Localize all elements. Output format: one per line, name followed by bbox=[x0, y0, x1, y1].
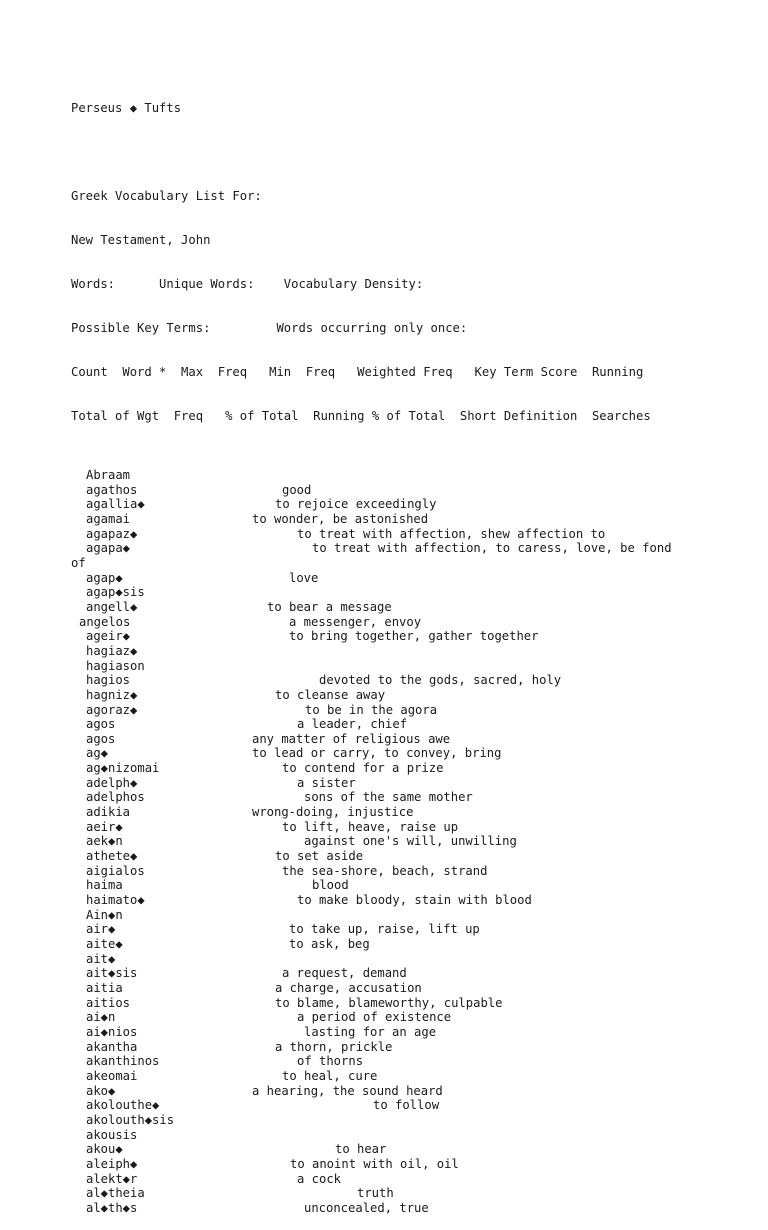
column-headers-1: Count Word * Max Freq Min Freq Weighted Freq Key Term Score Running bbox=[71, 365, 644, 380]
site-header: Perseus ◆ Tufts bbox=[71, 101, 182, 116]
vocabulary-document bbox=[71, 72, 761, 1230]
vocab-entry bbox=[71, 996, 761, 1011]
vocab-definition: to follow bbox=[373, 1098, 440, 1113]
vocab-definition: lasting for an age bbox=[304, 1024, 437, 1039]
vocab-word: ageir◆ bbox=[86, 629, 131, 644]
vocab-word: ako◆ bbox=[86, 1083, 116, 1098]
vocab-word: aite◆ bbox=[86, 937, 123, 952]
vocab-definition: to take up, raise, lift up bbox=[289, 922, 480, 937]
vocab-definition: the sea-shore, beach, strand bbox=[282, 863, 488, 878]
column-headers-2: Total of Wgt Freq % of Total Running % of Total Short Definition Searches bbox=[71, 409, 651, 424]
vocab-word: aitios bbox=[86, 995, 131, 1010]
vocab-entry bbox=[71, 864, 761, 879]
vocab-definition: a messenger, envoy bbox=[289, 614, 422, 629]
vocab-definition: to make bloody, stain with blood bbox=[297, 893, 532, 908]
vocab-entry bbox=[71, 746, 761, 761]
vocab-entry bbox=[71, 1025, 761, 1040]
vocab-definition: unconcealed, true bbox=[304, 1200, 429, 1215]
vocab-word: akolouthe◆ bbox=[86, 1098, 160, 1113]
vocab-word: angelos bbox=[79, 614, 131, 629]
vocab-entry bbox=[71, 717, 761, 732]
vocab-entry bbox=[71, 937, 761, 952]
vocab-definition: to blame, blameworthy, culpable bbox=[275, 995, 503, 1010]
vocab-entry bbox=[71, 644, 761, 659]
vocab-definition: to treat with affection, shew affection to bbox=[297, 526, 606, 541]
vocab-word: hagios bbox=[86, 673, 131, 688]
vocab-entry bbox=[71, 600, 761, 615]
vocab-entry bbox=[71, 966, 761, 981]
vocab-word: agathos bbox=[86, 482, 138, 497]
stats-line: Words: Unique Words: Vocabulary Density: bbox=[71, 277, 424, 292]
vocab-word: adikia bbox=[86, 805, 131, 820]
vocab-word: ag◆ bbox=[86, 746, 109, 761]
vocab-word: hagiason bbox=[86, 658, 145, 673]
vocab-entry bbox=[71, 497, 761, 512]
vocab-definition: to bear a message bbox=[267, 599, 392, 614]
vocab-word: angell◆ bbox=[86, 599, 138, 614]
vocab-definition: a request, demand bbox=[282, 966, 407, 981]
vocab-word: agap◆ bbox=[86, 570, 123, 585]
vocab-entry bbox=[71, 629, 761, 644]
vocab-entry bbox=[71, 527, 761, 542]
vocab-word: aitia bbox=[86, 980, 123, 995]
vocab-word: ait◆ bbox=[86, 951, 116, 966]
vocab-entry bbox=[71, 908, 761, 923]
vocab-definition: to cleanse away bbox=[275, 687, 386, 702]
vocab-entry bbox=[71, 1040, 761, 1055]
vocab-entry bbox=[71, 893, 761, 908]
vocab-entry bbox=[71, 1201, 761, 1216]
vocab-definition: to set aside bbox=[275, 849, 364, 864]
vocab-entry bbox=[71, 483, 761, 498]
vocab-definition: a thorn, prickle bbox=[275, 1039, 393, 1054]
vocab-definition: a hearing, the sound heard bbox=[252, 1083, 443, 1098]
vocab-entry bbox=[71, 659, 761, 674]
definition-wrap-line: of bbox=[71, 555, 86, 570]
vocab-entry bbox=[71, 776, 761, 791]
vocab-word: adelphos bbox=[86, 790, 145, 805]
vocab-word: ait◆sis bbox=[86, 966, 138, 981]
vocab-word: alekt◆r bbox=[86, 1171, 138, 1186]
vocab-definition: good bbox=[282, 482, 312, 497]
vocab-entry bbox=[71, 512, 761, 527]
vocab-entry bbox=[71, 1113, 761, 1128]
vocab-entry bbox=[71, 805, 761, 820]
vocab-word: agoraz◆ bbox=[86, 702, 138, 717]
vocab-word: akantha bbox=[86, 1039, 138, 1054]
vocab-definition: a sister bbox=[297, 775, 356, 790]
vocab-entry bbox=[71, 1069, 761, 1084]
vocab-definition: a period of existence bbox=[297, 1010, 452, 1025]
vocab-definition: sons of the same mother bbox=[304, 790, 473, 805]
vocab-word: ag◆nizomai bbox=[86, 761, 160, 776]
vocab-definition: truth bbox=[357, 1186, 394, 1201]
vocab-entry bbox=[71, 1084, 761, 1099]
vocab-entry bbox=[71, 1054, 761, 1069]
vocab-word: agapa◆ bbox=[86, 541, 131, 556]
vocab-definition: any matter of religious awe bbox=[252, 731, 451, 746]
vocab-word: aleiph◆ bbox=[86, 1156, 138, 1171]
vocab-entry bbox=[71, 571, 761, 586]
vocab-word: agamai bbox=[86, 511, 131, 526]
vocab-word: al◆th◆s bbox=[86, 1200, 138, 1215]
vocab-definition: of thorns bbox=[297, 1054, 364, 1069]
vocab-word: agos bbox=[86, 731, 116, 746]
vocab-word: ai◆nios bbox=[86, 1024, 138, 1039]
vocab-word: athete◆ bbox=[86, 849, 138, 864]
vocab-entry bbox=[71, 820, 761, 835]
vocab-definition: blood bbox=[312, 878, 349, 893]
vocab-entry bbox=[71, 849, 761, 864]
vocab-entry bbox=[71, 1098, 761, 1113]
spacer bbox=[71, 145, 761, 160]
vocab-word: akousis bbox=[86, 1127, 138, 1142]
vocab-word: akeomai bbox=[86, 1068, 138, 1083]
vocab-word: akou◆ bbox=[86, 1142, 123, 1157]
vocab-word: aek◆n bbox=[86, 834, 123, 849]
vocab-word: haimato◆ bbox=[86, 893, 145, 908]
vocab-definition: to lead or carry, to convey, bring bbox=[252, 746, 502, 761]
vocab-entry bbox=[71, 1128, 761, 1143]
vocab-word: agallia◆ bbox=[86, 497, 145, 512]
vocab-word: Abraam bbox=[86, 468, 131, 483]
vocab-entry bbox=[71, 1172, 761, 1187]
vocab-definition: a leader, chief bbox=[297, 717, 408, 732]
vocab-definition: to contend for a prize bbox=[282, 761, 444, 776]
list-title: Greek Vocabulary List For: bbox=[71, 189, 262, 204]
vocab-entry bbox=[71, 615, 761, 630]
vocab-entry bbox=[71, 732, 761, 747]
vocab-entry bbox=[71, 761, 761, 776]
vocab-definition: devoted to the gods, sacred, holy bbox=[319, 673, 562, 688]
vocab-word: adelph◆ bbox=[86, 775, 138, 790]
vocab-word: akanthinos bbox=[86, 1054, 160, 1069]
vocab-entry bbox=[71, 981, 761, 996]
vocab-entry bbox=[71, 1157, 761, 1172]
vocab-definition: to lift, heave, raise up bbox=[282, 819, 459, 834]
vocab-word: hagiaz◆ bbox=[86, 643, 138, 658]
vocab-entry bbox=[71, 541, 761, 556]
vocab-definition: to heal, cure bbox=[282, 1068, 378, 1083]
vocab-word: akolouth◆sis bbox=[86, 1112, 175, 1127]
vocab-word: ai◆n bbox=[86, 1010, 116, 1025]
vocab-definition: to treat with affection, to caress, love, be fond bbox=[312, 541, 672, 556]
vocab-entry bbox=[71, 1142, 761, 1157]
vocab-entry bbox=[71, 703, 761, 718]
vocab-entry bbox=[71, 952, 761, 967]
vocab-entry bbox=[71, 922, 761, 937]
vocab-entry bbox=[71, 1186, 761, 1201]
vocab-definition: to rejoice exceedingly bbox=[275, 497, 437, 512]
vocab-word: aeir◆ bbox=[86, 819, 123, 834]
vocab-entry bbox=[71, 878, 761, 893]
vocab-word: hagniz◆ bbox=[86, 687, 138, 702]
vocab-definition: to anoint with oil, oil bbox=[290, 1156, 459, 1171]
vocab-word: agos bbox=[86, 717, 116, 732]
vocab-definition: wrong-doing, injustice bbox=[252, 805, 414, 820]
vocab-definition: to ask, beg bbox=[289, 937, 370, 952]
vocab-word: agapaz◆ bbox=[86, 526, 138, 541]
vocab-entry bbox=[71, 790, 761, 805]
vocab-word: agap◆sis bbox=[86, 585, 145, 600]
key-terms-line: Possible Key Terms: Words occurring only once: bbox=[71, 321, 468, 336]
vocab-definition: love bbox=[289, 570, 319, 585]
vocab-definition: to hear bbox=[335, 1142, 387, 1157]
vocab-definition: to bring together, gather together bbox=[289, 629, 539, 644]
work-title: New Testament, John bbox=[71, 233, 211, 248]
vocab-word: aigialos bbox=[86, 863, 145, 878]
vocab-word: haima bbox=[86, 878, 123, 893]
vocab-definition: a charge, accusation bbox=[275, 980, 422, 995]
vocab-word: Ain◆n bbox=[86, 907, 123, 922]
vocab-entry bbox=[71, 468, 761, 483]
vocab-word: al◆theia bbox=[86, 1186, 145, 1201]
vocab-entry bbox=[71, 673, 761, 688]
vocab-definition: a cock bbox=[297, 1171, 342, 1186]
vocab-definition: against one's will, unwilling bbox=[304, 834, 517, 849]
vocab-word: air◆ bbox=[86, 922, 116, 937]
vocab-entry bbox=[71, 1010, 761, 1025]
vocab-definition: to be in the agora bbox=[305, 702, 438, 717]
vocab-definition: to wonder, be astonished bbox=[252, 511, 429, 526]
vocabulary-list bbox=[71, 468, 761, 1215]
vocab-entry bbox=[71, 688, 761, 703]
vocab-entry bbox=[71, 585, 761, 600]
vocab-entry bbox=[71, 834, 761, 849]
